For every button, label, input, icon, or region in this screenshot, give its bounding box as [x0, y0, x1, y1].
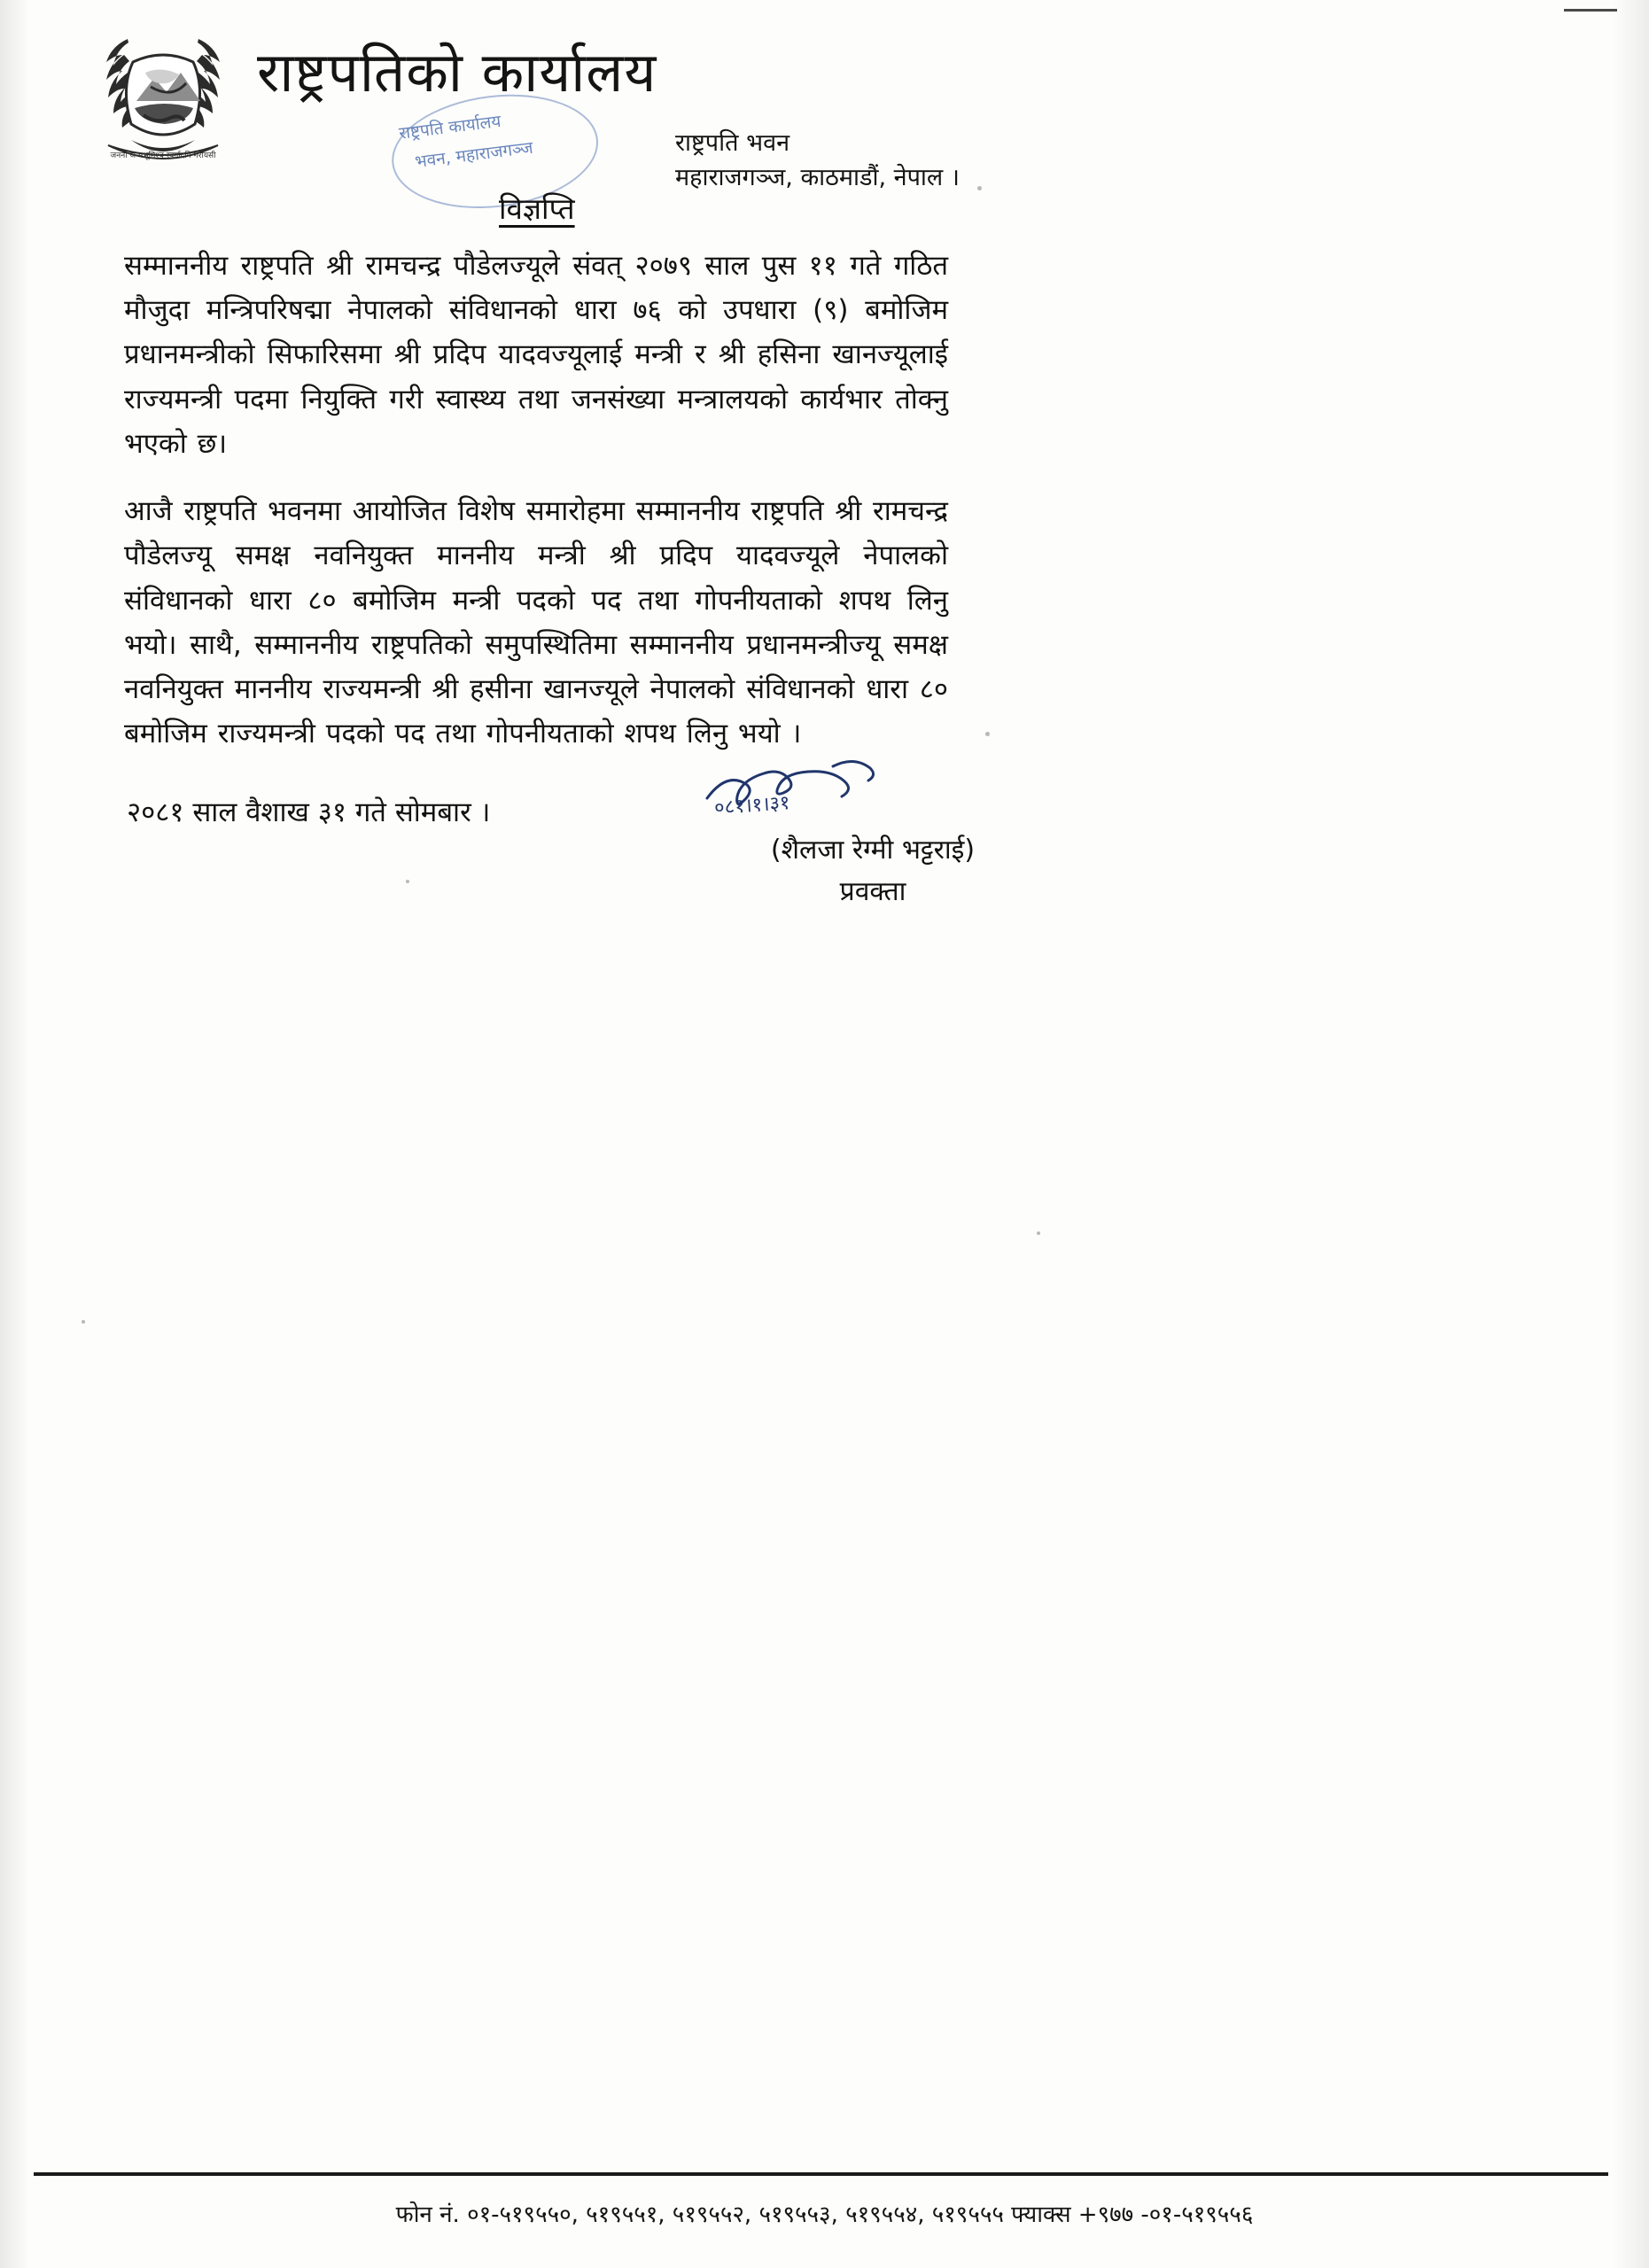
document-heading: विज्ञप्ति — [499, 191, 575, 226]
scan-speck — [82, 1320, 85, 1324]
document-body — [124, 244, 948, 779]
office-title: राष्ट्रपतिको कार्यालय — [257, 40, 657, 105]
scan-edge-left — [0, 0, 30, 2268]
handwritten-signature — [682, 757, 1063, 819]
document-date: २०८१ साल वैशाख ३१ गते सोमबार । — [127, 796, 491, 828]
paragraph-1: सम्माननीय राष्ट्रपति श्री रामचन्द्र पौडेलज्यूले संवत् २०७९ साल पुस ११ गते गठित मौजुदा मन्त्रिपरिषद्मा नेपालको संविधानको धारा ७६ को उपधारा (९) बमोजिम प्रधानमन्त्रीको सिफारिसमा श्री प्रदिप यादवज्यूलाई मन्त्री र श्री हसिना खानज्यूलाई राज्यमन्त्री पदमा नियुक्ति गरी स्वास्थ्य तथा जनसंख्या मन्त्रालयको कार्यभार तोक्नु भएको छ। — [124, 250, 948, 460]
stamp-line-2: भवन, महाराजगञ्ज — [414, 137, 534, 172]
scan-speck — [1037, 1231, 1040, 1235]
scan-speck — [977, 186, 982, 190]
signatory-role: प्रवक्ता — [839, 876, 906, 907]
footer-contact: फोन नं. ०१-५१९५५०, ५१९५५१, ५१९५५२, ५१९५५३, ५१९५५४, ५१९५५५ फ्याक्स +९७७ -०१-५१९५५६ — [395, 2202, 1254, 2228]
scan-speck — [985, 732, 990, 736]
emblem-caption-text: जननी जन्मभूमिश्च स्वर्गादपि गरीयसी — [110, 151, 216, 160]
scan-speck — [406, 880, 409, 883]
nepal-emblem-icon — [69, 16, 257, 175]
office-address — [675, 126, 960, 195]
handwritten-date: ०८१।१।३१ — [713, 792, 791, 819]
stamp-line-1: राष्ट्रपति कार्यालय — [398, 111, 502, 144]
signature-block — [682, 757, 1063, 908]
address-line-1: राष्ट्रपति भवन — [675, 129, 790, 157]
scan-top-mark — [1564, 9, 1617, 12]
address-line-2: महाराजगञ्ज, काठमाडौं, नेपाल । — [675, 164, 961, 192]
paragraph-2: आजै राष्ट्रपति भवनमा आयोजित विशेष समारोहमा सम्माननीय राष्ट्रपति श्री रामचन्द्र पौडेलज्यू समक्ष नवनियुक्त माननीय मन्त्री श्री प्रदिप यादवज्यूले नेपालको संविधानको धारा ८० बमोजिम मन्त्री पदको पद तथा गोपनीयताको शपथ लिनु भयो। साथै, सम्माननीय राष्ट्रपतिको समुपस्थितिमा सम्माननीय प्रधानमन्त्रीज्यू समक्ष नवनियुक्त माननीय राज्यमन्त्री श्री हसीना खानज्यूले नेपालको संविधानको धारा ८० बमोजिम राज्यमन्त्री पदको पद तथा गोपनीयताको शपथ लिनु भयो । — [124, 495, 948, 750]
scan-edge-right — [1614, 0, 1649, 2268]
footer-divider — [34, 2172, 1608, 2176]
signatory-name: (शैलजा रेग्मी भट्टराई) — [770, 835, 976, 866]
